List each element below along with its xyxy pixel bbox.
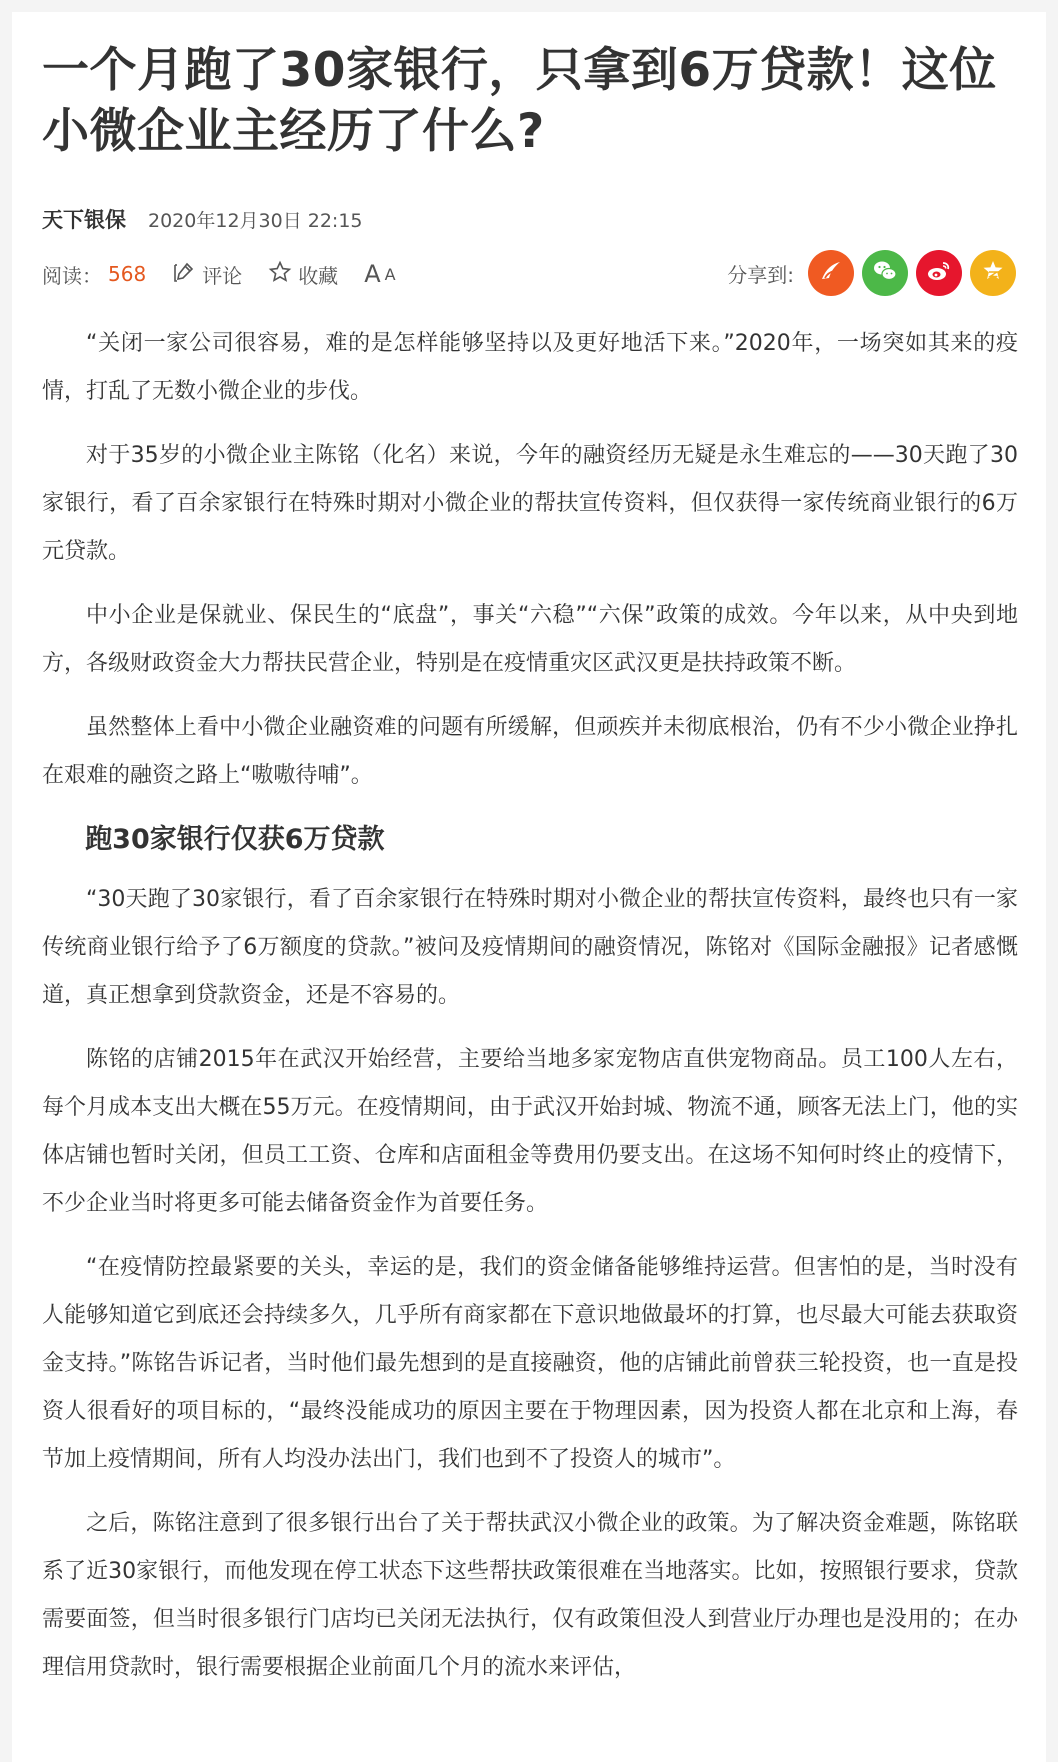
- article-page: [12, 12, 1046, 1762]
- favorite-label: 收藏: [298, 263, 339, 288]
- read-count-stat: [42, 260, 146, 289]
- weibo-icon: [925, 257, 953, 290]
- comment-button[interactable]: [172, 260, 242, 289]
- wechat-icon: [871, 257, 899, 290]
- read-label: 阅读：: [42, 263, 102, 288]
- article-source[interactable]: 天下银保: [42, 208, 126, 232]
- share-wechat-button[interactable]: [862, 250, 908, 296]
- publish-time: 2020年12月30日 22:15: [148, 209, 363, 232]
- share-label: 分享到:: [727, 262, 794, 287]
- share-toutiao-button[interactable]: [808, 250, 854, 296]
- comment-icon: [172, 260, 196, 289]
- share-bar: [727, 249, 1016, 297]
- paragraph: 虽然整体上看中小微企业融资难的问题有所缓解，但顽疾并未彻底根治，仍有不少小微企业挣扎在艰难的融资之路上“嗷嗷待哺”。: [42, 715, 1018, 788]
- qzone-icon: [979, 257, 1007, 290]
- toutiao-icon: [817, 257, 845, 290]
- font-size-button[interactable]: [364, 260, 393, 288]
- font-small-glyph: A: [384, 264, 394, 284]
- paragraph: 之后，陈铭注意到了很多银行出台了关于帮扶武汉小微企业的政策。为了解决资金难题，陈铭联系了近30家银行，而他发现在停工状态下这些帮扶政策很难在当地落实。比如，按照银行要求，贷款需要面签，但当时很多银行门店均已关闭无法执行，仅有政策但没人到营业厅办理也是没用的；在办理信用贷款时，银行需要根据企业前面几个月的流水来评估，: [42, 1511, 1018, 1680]
- paragraph: “在疫情防控最紧要的关头，幸运的是，我们的资金储备能够维持运营。但害怕的是，当时没有人能够知道它到底还会持续多久，几乎所有商家都在下意识地做最坏的打算，也尽最大可能去获取资金支持。”陈铭告诉记者，当时他们最先想到的是直接融资，他的店铺此前曾获三轮投资，也一直是投资人很看好的项目标的，“最终没能成功的原因主要在于物理因素，因为投资人都在北京和上海，春节加上疫情期间，所有人均没办法出门，我们也到不了投资人的城市”。: [42, 1255, 1018, 1472]
- star-icon: [268, 260, 292, 289]
- article-title: 一个月跑了30家银行，只拿到6万贷款！这位小微企业主经历了什么?: [42, 43, 997, 159]
- share-qzone-button[interactable]: [970, 250, 1016, 296]
- comment-label: 评论: [202, 263, 243, 288]
- article-toolbar: [42, 252, 394, 296]
- read-count: 568: [108, 262, 147, 286]
- article-meta: [42, 204, 363, 234]
- paragraph: 中小企业是保就业、保民生的“底盘”，事关“六稳”“六保”政策的成效。今年以来，从中央到地方，各级财政资金大力帮扶民营企业，特别是在疫情重灾区武汉更是扶持政策不断。: [42, 603, 1018, 676]
- paragraph: “关闭一家公司很容易，难的是怎样能够坚持以及更好地活下来。”2020年，一场突如其来的疫情，打乱了无数小微企业的步伐。: [42, 331, 1018, 404]
- favorite-button[interactable]: [268, 260, 338, 289]
- article-body: [42, 320, 1018, 1708]
- section-heading: 跑30家银行仅获6万贷款: [85, 824, 385, 855]
- paragraph: “30天跑了30家银行，看了百余家银行在特殊时期对小微企业的帮扶宣传资料，最终也只有一家传统商业银行给予了6万额度的贷款。”被问及疫情期间的融资情况，陈铭对《国际金融报》记者感慨道，真正想拿到贷款资金，还是不容易的。: [42, 887, 1018, 1008]
- share-weibo-button[interactable]: [916, 250, 962, 296]
- paragraph: 陈铭的店铺2015年在武汉开始经营，主要给当地多家宠物店直供宠物商品。员工100人左右，每个月成本支出大概在55万元。在疫情期间，由于武汉开始封城、物流不通，顾客无法上门，他的实体店铺也暂时关闭，但员工工资、仓库和店面租金等费用仍要支出。在这场不知何时终止的疫情下，不少企业当时将更多可能去储备资金作为首要任务。: [42, 1047, 1018, 1216]
- font-large-glyph: A: [364, 260, 379, 288]
- paragraph: 对于35岁的小微企业主陈铭（化名）来说，今年的融资经历无疑是永生难忘的——30天跑了30家银行，看了百余家银行在特殊时期对小微企业的帮扶宣传资料，但仅获得一家传统商业银行的6万元贷款。: [42, 443, 1018, 564]
